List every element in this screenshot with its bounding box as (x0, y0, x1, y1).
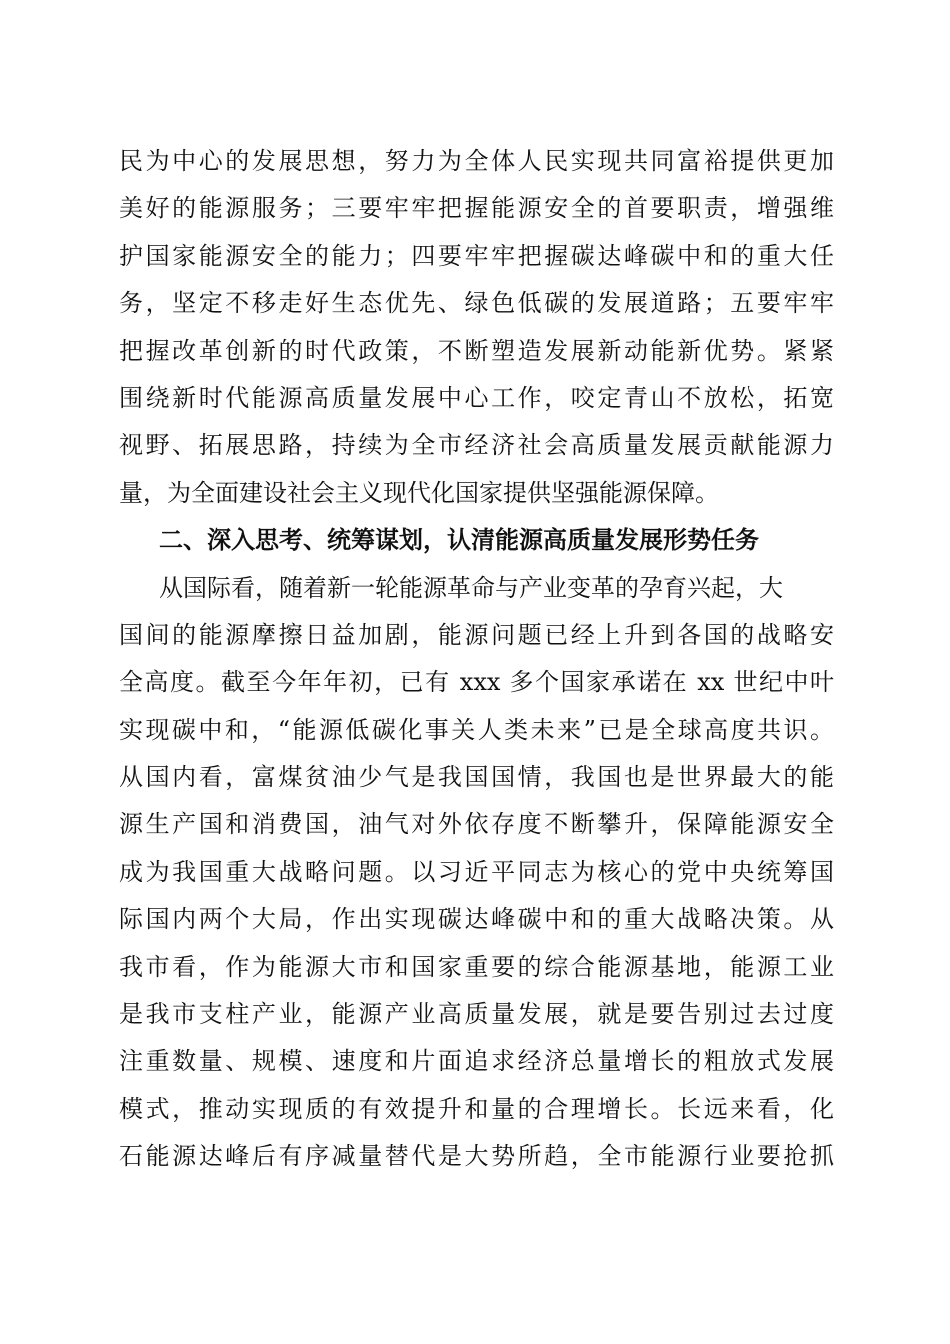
paragraph-line: 全高度。截至今年年初，已有 xxx 多个国家承诺在 xx 世纪中叶 (119, 668, 834, 697)
paragraph-line: 际国内两个大局，作出实现碳达峰碳中和的重大战略决策。从 (119, 905, 834, 934)
paragraph-line: 围绕新时代能源高质量发展中心工作，咬定青山不放松，拓宽 (119, 383, 834, 412)
paragraph-line: 成为我国重大战略问题。以习近平同志为核心的党中央统筹国 (119, 857, 834, 886)
paragraph-2 (119, 565, 834, 1181)
paragraph-line: 石能源达峰后有序减量替代是大势所趋，全市能源行业要抢抓 (119, 1142, 834, 1171)
paragraph-line: 量，为全面建设社会主义现代化国家提供坚强能源保障。 (119, 478, 719, 507)
paragraph-line: 民为中心的发展思想，努力为全体人民实现共同富裕提供更加 (119, 147, 834, 175)
paragraph-line: 视野、拓展思路，持续为全市经济社会高质量发展贡献能源力 (119, 431, 834, 460)
paragraph-line: 美好的能源服务；三要牢牢把握能源安全的首要职责，增强维 (119, 194, 834, 223)
paragraph-line: 国间的能源摩擦日益加剧，能源问题已经上升到各国的战略安 (119, 620, 834, 649)
paragraph-line: 务，坚定不移走好生态优先、绿色低碳的发展道路；五要牢牢 (119, 289, 834, 318)
document-body (119, 138, 834, 1181)
paragraph-line: 模式，推动实现质的有效提升和量的合理增长。长远来看，化 (119, 1094, 834, 1123)
paragraph-line: 是我市支柱产业，能源产业高质量发展，就是要告别过去过度 (119, 1000, 834, 1029)
paragraph-line: 实现碳中和，“能源低碳化事关人类未来”已是全球高度共识。 (119, 715, 834, 744)
paragraph-line: 源生产国和消费国，油气对外依存度不断攀升，保障能源安全 (119, 810, 834, 839)
paragraph-line: 把握改革创新的时代政策，不断塑造发展新动能新优势。紧紧 (119, 336, 834, 365)
paragraph-line: 从国内看，富煤贫油少气是我国国情，我国也是世界最大的能 (119, 763, 834, 792)
paragraph-1 (119, 138, 834, 517)
section-heading: 二、深入思考、统筹谋划，认清能源高质量发展形势任务 (159, 526, 759, 555)
paragraph-line: 注重数量、规模、速度和片面追求经济总量增长的粗放式发展 (119, 1047, 834, 1076)
paragraph-line: 从国际看，随着新一轮能源革命与产业变革的孕育兴起，大 (159, 573, 783, 602)
paragraph-line: 护国家能源安全的能力；四要牢牢把握碳达峰碳中和的重大任 (119, 241, 834, 270)
paragraph-line: 我市看，作为能源大市和国家重要的综合能源基地，能源工业 (119, 952, 834, 981)
